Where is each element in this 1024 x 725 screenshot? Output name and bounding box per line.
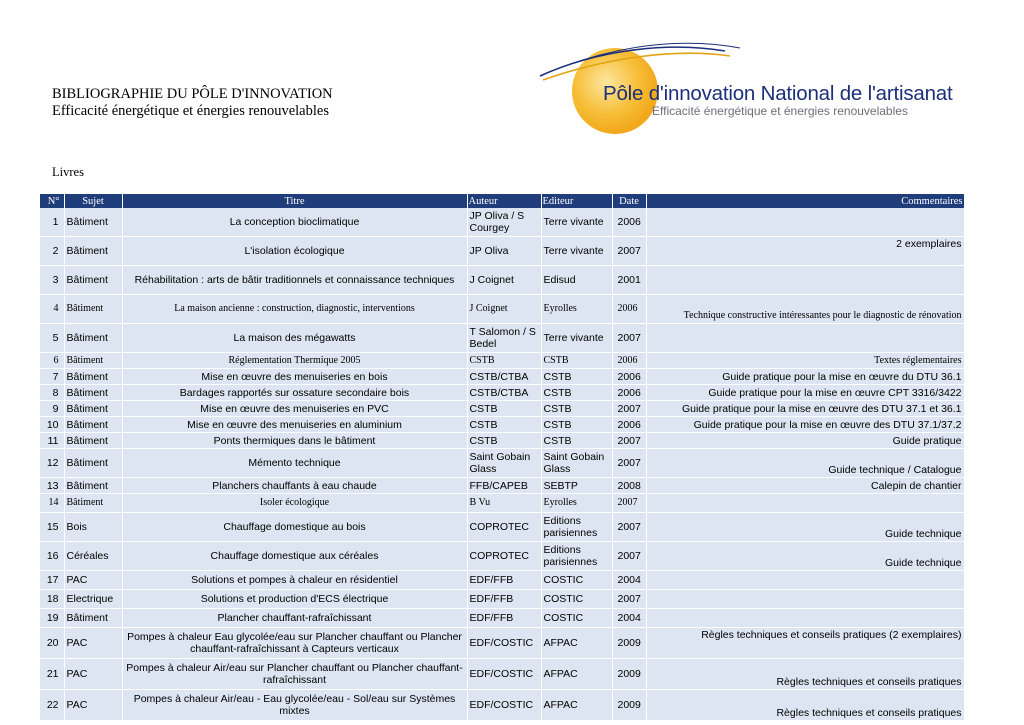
row-comm xyxy=(646,494,964,513)
table-row xyxy=(40,433,964,449)
row-auteur: COPROTEC xyxy=(467,513,541,542)
row-sujet: PAC xyxy=(64,628,122,659)
row-comm xyxy=(646,571,964,590)
row-comm: Règles techniques et conseils pratiques xyxy=(646,659,964,690)
row-date: 2008 xyxy=(612,478,646,494)
row-date: 2006 xyxy=(612,369,646,385)
table-row xyxy=(40,237,964,266)
row-num: 6 xyxy=(40,353,64,369)
row-num: 11 xyxy=(40,433,64,449)
row-auteur: COPROTEC xyxy=(467,542,541,571)
row-auteur: EDF/COSTIC xyxy=(467,690,541,721)
table-row xyxy=(40,628,964,659)
row-comm: 2 exemplaires xyxy=(646,237,964,266)
bibliography-table xyxy=(40,194,965,721)
row-titre: Planchers chauffants à eau chaude xyxy=(122,478,467,494)
row-date: 2004 xyxy=(612,609,646,628)
row-sujet: Bâtiment xyxy=(64,433,122,449)
row-num: 13 xyxy=(40,478,64,494)
row-comm: Guide pratique pour la mise en œuvre CPT 3316/3422 xyxy=(646,385,964,401)
row-titre: Mise en œuvre des menuiseries en PVC xyxy=(122,401,467,417)
row-titre: L'isolation écologique xyxy=(122,237,467,266)
row-date: 2006 xyxy=(612,353,646,369)
row-editeur: Terre vivante xyxy=(541,237,612,266)
row-sujet: Bâtiment xyxy=(64,385,122,401)
row-sujet: Bâtiment xyxy=(64,369,122,385)
row-sujet: Electrique xyxy=(64,590,122,609)
row-comm: Guide technique xyxy=(646,542,964,571)
row-num: 10 xyxy=(40,417,64,433)
row-date: 2007 xyxy=(612,401,646,417)
row-sujet: Bâtiment xyxy=(64,494,122,513)
row-date: 2007 xyxy=(612,433,646,449)
row-date: 2007 xyxy=(612,494,646,513)
header-editeur: Editeur xyxy=(541,194,612,208)
row-num: 12 xyxy=(40,449,64,478)
table-row xyxy=(40,609,964,628)
table-header-row xyxy=(40,194,964,208)
document-title xyxy=(52,86,333,120)
table-row xyxy=(40,266,964,295)
table-row xyxy=(40,401,964,417)
table-row xyxy=(40,690,964,721)
table-row xyxy=(40,478,964,494)
row-editeur: Edisud xyxy=(541,266,612,295)
row-auteur: EDF/FFB xyxy=(467,609,541,628)
row-auteur: B Vu xyxy=(467,494,541,513)
row-comm: Guide pratique pour la mise en œuvre des DTU 37.1 et 36.1 xyxy=(646,401,964,417)
row-auteur: J Coignet xyxy=(467,295,541,324)
row-editeur: Terre vivante xyxy=(541,324,612,353)
row-comm xyxy=(646,208,964,237)
row-comm: Guide pratique pour la mise en œuvre du DTU 36.1 xyxy=(646,369,964,385)
row-titre: Isoler écologique xyxy=(122,494,467,513)
row-num: 17 xyxy=(40,571,64,590)
row-editeur: CSTB xyxy=(541,433,612,449)
row-titre: Solutions et pompes à chaleur en résidentiel xyxy=(122,571,467,590)
row-date: 2007 xyxy=(612,324,646,353)
table-row xyxy=(40,369,964,385)
row-titre: Chauffage domestique au bois xyxy=(122,513,467,542)
row-num: 18 xyxy=(40,590,64,609)
row-sujet: PAC xyxy=(64,571,122,590)
table-row xyxy=(40,385,964,401)
row-sujet: Bâtiment xyxy=(64,401,122,417)
table-row xyxy=(40,590,964,609)
row-comm xyxy=(646,609,964,628)
row-comm xyxy=(646,266,964,295)
table-row xyxy=(40,494,964,513)
table-row xyxy=(40,295,964,324)
row-num: 4 xyxy=(40,295,64,324)
row-sujet: Céréales xyxy=(64,542,122,571)
row-comm: Calepin de chantier xyxy=(646,478,964,494)
logo-title: Pôle d'innovation National de l'artisanat xyxy=(603,82,953,105)
row-editeur: Editions parisiennes xyxy=(541,542,612,571)
row-date: 2006 xyxy=(612,385,646,401)
row-titre: Plancher chauffant-rafraîchissant xyxy=(122,609,467,628)
row-date: 2006 xyxy=(612,417,646,433)
row-date: 2006 xyxy=(612,295,646,324)
row-editeur: SEBTP xyxy=(541,478,612,494)
row-num: 9 xyxy=(40,401,64,417)
row-auteur: CSTB xyxy=(467,433,541,449)
row-auteur: JP Oliva xyxy=(467,237,541,266)
row-comm: Règles techniques et conseils pratiques (2 exemplaires) xyxy=(646,628,964,659)
row-auteur: CSTB xyxy=(467,417,541,433)
row-date: 2007 xyxy=(612,237,646,266)
row-editeur: COSTIC xyxy=(541,590,612,609)
header-auteur: Auteur xyxy=(467,194,541,208)
row-sujet: PAC xyxy=(64,690,122,721)
row-titre: Chauffage domestique aux céréales xyxy=(122,542,467,571)
row-num: 21 xyxy=(40,659,64,690)
row-sujet: Bâtiment xyxy=(64,478,122,494)
row-comm: Textes réglementaires xyxy=(646,353,964,369)
row-num: 19 xyxy=(40,609,64,628)
row-auteur: CSTB/CTBA xyxy=(467,385,541,401)
row-sujet: Bâtiment xyxy=(64,609,122,628)
row-comm: Guide technique / Catalogue xyxy=(646,449,964,478)
row-sujet: Bâtiment xyxy=(64,208,122,237)
row-editeur: CSTB xyxy=(541,385,612,401)
row-editeur: Eyrolles xyxy=(541,494,612,513)
section-title: Livres xyxy=(52,165,84,179)
row-date: 2007 xyxy=(612,542,646,571)
table-row xyxy=(40,417,964,433)
header-titre: Titre xyxy=(122,194,467,208)
header-num: N° xyxy=(40,194,64,208)
row-comm: Règles techniques et conseils pratiques xyxy=(646,690,964,721)
row-editeur: CSTB xyxy=(541,353,612,369)
row-num: 3 xyxy=(40,266,64,295)
row-sujet: Bâtiment xyxy=(64,266,122,295)
row-auteur: EDF/COSTIC xyxy=(467,659,541,690)
row-editeur: Saint Gobain Glass xyxy=(541,449,612,478)
logo-subtitle: Efficacité énergétique et énergies renouvelables xyxy=(652,104,908,118)
row-num: 1 xyxy=(40,208,64,237)
row-auteur: Saint Gobain Glass xyxy=(467,449,541,478)
row-sujet: Bâtiment xyxy=(64,237,122,266)
row-titre: Pompes à chaleur Air/eau - Eau glycolée/eau - Sol/eau sur Systèmes mixtes xyxy=(122,690,467,721)
table-row xyxy=(40,542,964,571)
row-titre: Solutions et production d'ECS électrique xyxy=(122,590,467,609)
row-num: 7 xyxy=(40,369,64,385)
row-editeur: CSTB xyxy=(541,401,612,417)
row-auteur: J Coignet xyxy=(467,266,541,295)
row-num: 22 xyxy=(40,690,64,721)
row-auteur: FFB/CAPEB xyxy=(467,478,541,494)
row-comm: Guide pratique pour la mise en œuvre des DTU 37.1/37.2 xyxy=(646,417,964,433)
row-titre: La maison ancienne : construction, diagnostic, interventions xyxy=(122,295,467,324)
row-date: 2007 xyxy=(612,449,646,478)
row-titre: La conception bioclimatique xyxy=(122,208,467,237)
row-num: 2 xyxy=(40,237,64,266)
row-titre: Mémento technique xyxy=(122,449,467,478)
row-titre: Pompes à chaleur Eau glycolée/eau sur Plancher chauffant ou Plancher chauffant-rafraîchissant à Capteurs verticaux xyxy=(122,628,467,659)
row-editeur: Eyrolles xyxy=(541,295,612,324)
row-editeur: Terre vivante xyxy=(541,208,612,237)
table-row xyxy=(40,659,964,690)
row-comm: Guide technique xyxy=(646,513,964,542)
row-auteur: CSTB xyxy=(467,401,541,417)
row-editeur: COSTIC xyxy=(541,571,612,590)
row-num: 8 xyxy=(40,385,64,401)
row-auteur: EDF/FFB xyxy=(467,571,541,590)
row-sujet: Bâtiment xyxy=(64,324,122,353)
row-auteur: EDF/COSTIC xyxy=(467,628,541,659)
row-num: 5 xyxy=(40,324,64,353)
row-auteur: EDF/FFB xyxy=(467,590,541,609)
header-sujet: Sujet xyxy=(64,194,122,208)
row-date: 2007 xyxy=(612,513,646,542)
row-date: 2009 xyxy=(612,690,646,721)
row-titre: La maison des mégawatts xyxy=(122,324,467,353)
pole-logo xyxy=(535,36,953,136)
row-comm: Technique constructive intéressantes pour le diagnostic de rénovation xyxy=(646,295,964,324)
row-num: 15 xyxy=(40,513,64,542)
row-date: 2001 xyxy=(612,266,646,295)
row-titre: Ponts thermiques dans le bâtiment xyxy=(122,433,467,449)
row-auteur: JP Oliva / S Courgey xyxy=(467,208,541,237)
row-editeur: COSTIC xyxy=(541,609,612,628)
row-titre: Réglementation Thermique 2005 xyxy=(122,353,467,369)
header-commentaires: Commentaires xyxy=(646,194,964,208)
row-titre: Mise en œuvre des menuiseries en bois xyxy=(122,369,467,385)
row-editeur: CSTB xyxy=(541,417,612,433)
row-date: 2007 xyxy=(612,590,646,609)
table-row xyxy=(40,513,964,542)
row-comm xyxy=(646,590,964,609)
title-line-2: Efficacité énergétique et énergies renouvelables xyxy=(52,103,329,119)
row-sujet: Bâtiment xyxy=(64,295,122,324)
table-row xyxy=(40,208,964,237)
row-sujet: Bâtiment xyxy=(64,353,122,369)
row-editeur: CSTB xyxy=(541,369,612,385)
row-num: 16 xyxy=(40,542,64,571)
table-row xyxy=(40,449,964,478)
row-titre: Réhabilitation : arts de bâtir traditionnels et connaissance techniques xyxy=(122,266,467,295)
row-editeur: AFPAC xyxy=(541,628,612,659)
row-titre: Mise en œuvre des menuiseries en aluminium xyxy=(122,417,467,433)
row-editeur: AFPAC xyxy=(541,659,612,690)
table-row xyxy=(40,353,964,369)
table-row xyxy=(40,324,964,353)
row-sujet: Bâtiment xyxy=(64,449,122,478)
header-date: Date xyxy=(612,194,646,208)
row-comm xyxy=(646,324,964,353)
row-editeur: Editions parisiennes xyxy=(541,513,612,542)
row-sujet: PAC xyxy=(64,659,122,690)
row-date: 2009 xyxy=(612,628,646,659)
row-comm: Guide pratique xyxy=(646,433,964,449)
row-auteur: CSTB/CTBA xyxy=(467,369,541,385)
row-date: 2004 xyxy=(612,571,646,590)
row-num: 14 xyxy=(40,494,64,513)
row-editeur: AFPAC xyxy=(541,690,612,721)
row-sujet: Bâtiment xyxy=(64,417,122,433)
row-titre: Pompes à chaleur Air/eau sur Plancher chauffant ou Plancher chauffant-rafraîchissant xyxy=(122,659,467,690)
table-row xyxy=(40,571,964,590)
title-line-1: BIBLIOGRAPHIE DU PÔLE D'INNOVATION xyxy=(52,86,333,102)
row-date: 2006 xyxy=(612,208,646,237)
row-num: 20 xyxy=(40,628,64,659)
row-auteur: T Salomon / S Bedel xyxy=(467,324,541,353)
row-sujet: Bois xyxy=(64,513,122,542)
row-auteur: CSTB xyxy=(467,353,541,369)
row-date: 2009 xyxy=(612,659,646,690)
row-titre: Bardages rapportés sur ossature secondaire bois xyxy=(122,385,467,401)
